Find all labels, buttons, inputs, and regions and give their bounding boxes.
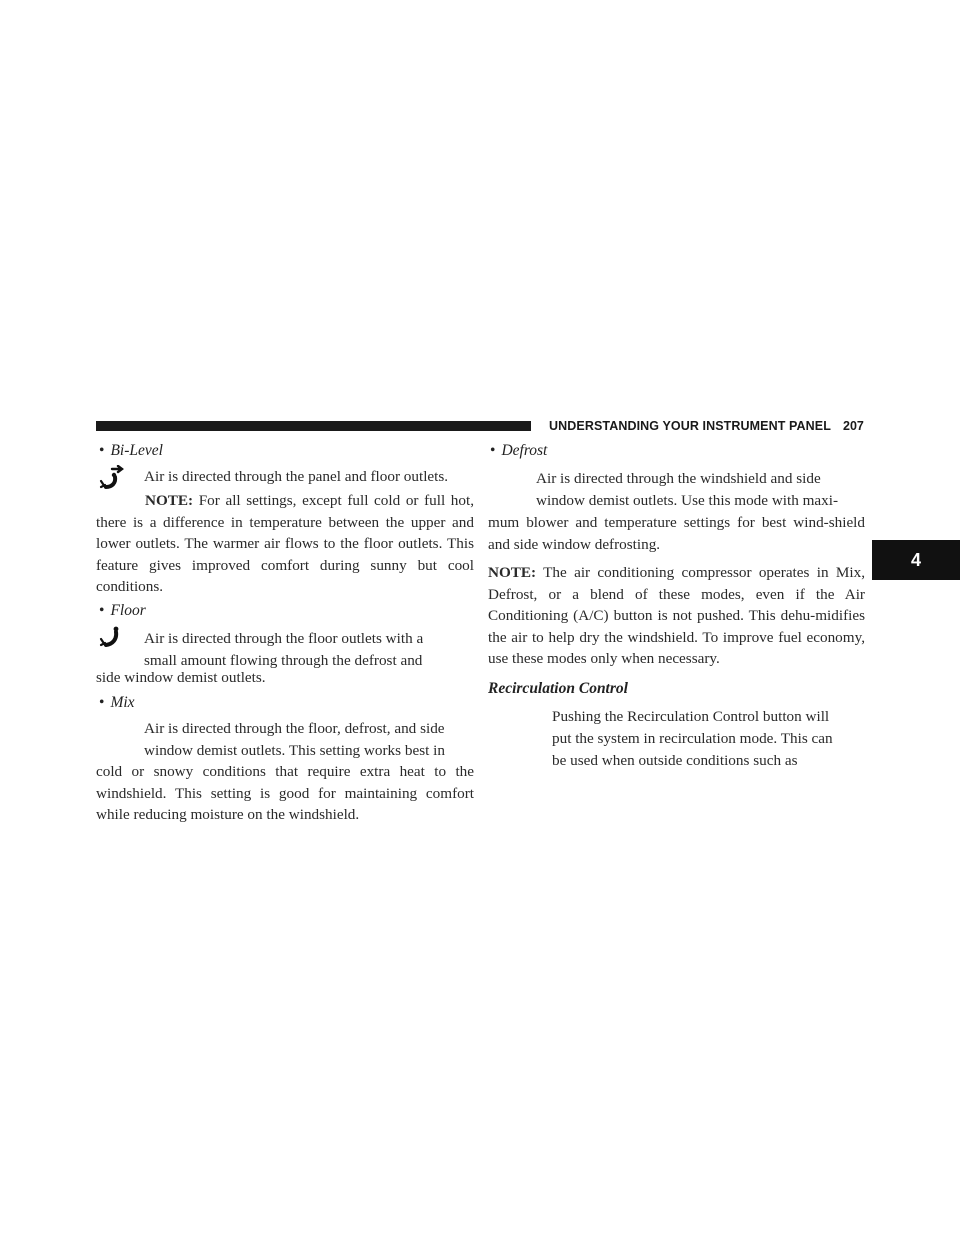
ac-note-text: The air conditioning compressor operates in Mix, Defrost, or a blend of these modes, even if the Air Conditioning (A/C) button is not pushed. This dehu-midifies the air to help dry the windshield. To improve fuel economy, use these modes only when necessary. [488,564,865,667]
defrost-description-line1: Air is directed through the windshield and side [536,470,821,487]
ac-note [488,562,865,670]
floor-title: Floor [110,602,146,619]
chapter-tab: 4 [872,540,960,580]
note-label: NOTE: [488,564,537,581]
page-number: 207 [843,419,864,433]
defrost-description-rest: mum blower and temperature settings for best wind-shield and side window defrosting. [488,514,865,553]
floor-bullet: • Floor [99,602,146,619]
recirculation-line1: Pushing the Recirculation Control button will [552,708,830,725]
defrost-title: Defrost [501,442,548,459]
note-body: there is a difference in temperature between the upper and lower outlets. The warmer air flows to the floor outlets. This feature gives improved comfort during sunny but cool conditions. [96,513,474,595]
floor-airflow-icon [98,624,126,652]
section-title: UNDERSTANDING YOUR INSTRUMENT PANEL [549,419,831,433]
bilevel-description: Air is directed through the panel and floor outlets. [144,468,449,485]
bilevel-title: Bi-Level [110,442,163,459]
recirculation-line2: put the system in recirculation mode. This can [552,730,833,747]
bilevel-note [96,490,474,598]
note-first-line: For all settings, except full cold or full hot, [198,492,475,509]
recirculation-heading: Recirculation Control [488,680,628,697]
defrost-description-line2: window demist outlets. Use this mode with maxi- [536,492,839,509]
note-label: NOTE: [145,492,194,509]
mix-title: Mix [110,694,135,711]
recirculation-line3: be used when outside conditions such as [552,752,798,769]
mix-description-line2: window demist outlets. This setting works best in [144,742,445,759]
mix-description-rest: cold or snowy conditions that require extra heat to the windshield. This setting is good for maintaining comfort while reducing moisture on the windshield. [96,763,474,823]
floor-description-line2: small amount flowing through the defrost and [144,652,423,669]
bilevel-bullet: • Bi-Level [99,442,163,459]
floor-description-line1: Air is directed through the floor outlets with a [144,630,424,647]
header-rule [96,421,531,431]
floor-description-rest: side window demist outlets. [96,669,266,686]
mix-description-line1: Air is directed through the floor, defrost, and side [144,720,445,737]
defrost-bullet: • Defrost [490,442,548,459]
mix-bullet: • Mix [99,694,135,711]
bi-level-airflow-icon [98,465,126,493]
